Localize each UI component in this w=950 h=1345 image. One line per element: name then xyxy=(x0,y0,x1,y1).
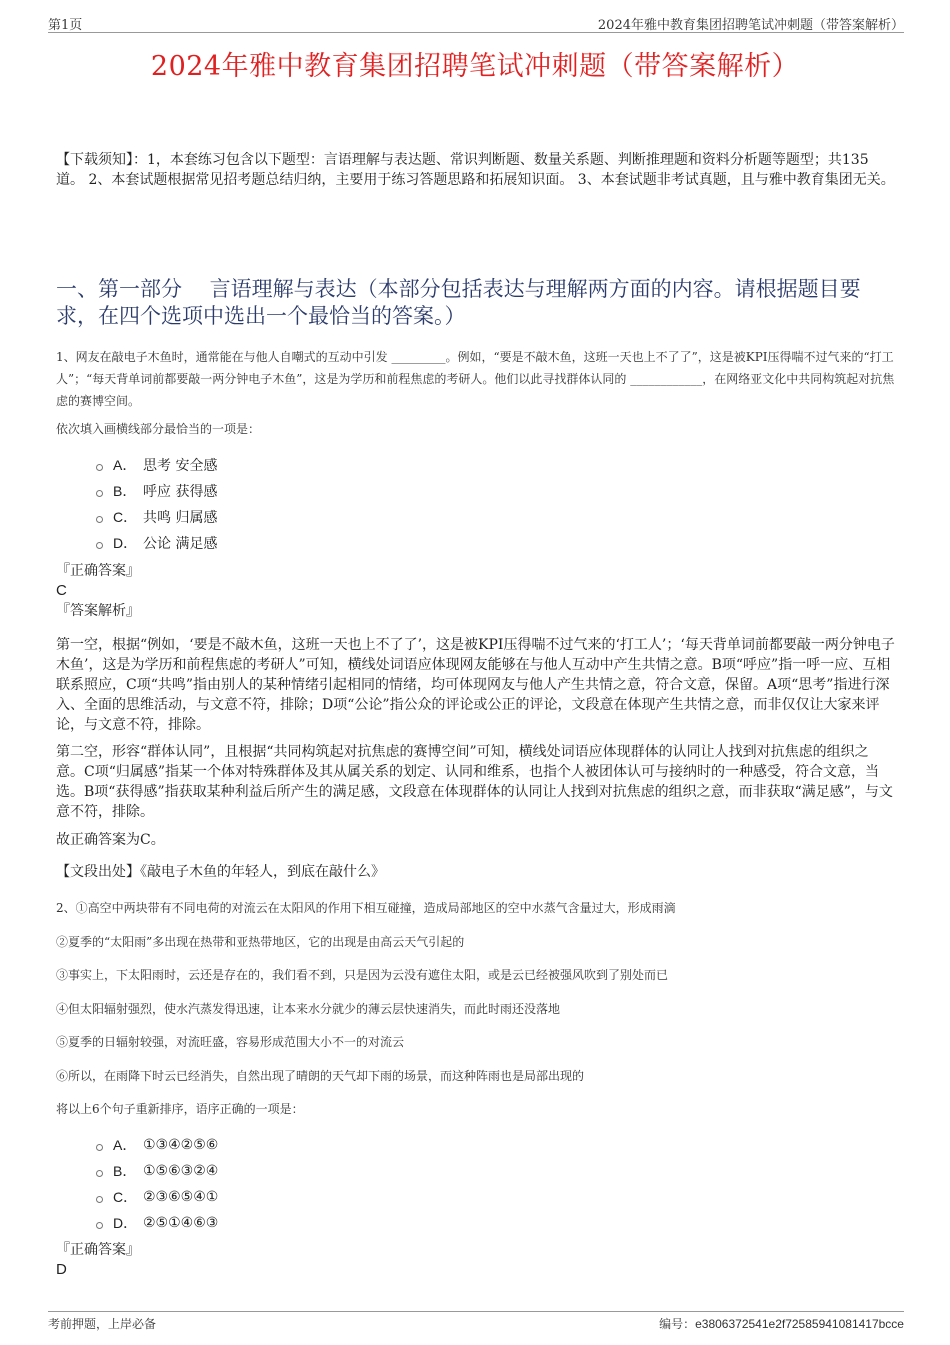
analysis-label: 『答案解析』 xyxy=(56,603,140,619)
radio-icon[interactable] xyxy=(96,542,103,549)
footer-serial: 编号：e3806372541e2f72585941081417bcce xyxy=(659,1317,904,1331)
option-d[interactable]: D． ②⑤①④⑥③ xyxy=(96,1210,218,1236)
radio-icon[interactable] xyxy=(96,516,103,523)
answer-label: 『正确答案』 xyxy=(56,1242,140,1258)
question-2-sentences xyxy=(56,898,896,1133)
question-2-options xyxy=(96,1132,218,1236)
radio-icon[interactable] xyxy=(96,1222,103,1229)
radio-icon[interactable] xyxy=(96,1144,103,1151)
answer-value: D xyxy=(56,1261,67,1278)
option-a[interactable]: A． 思考 安全感 xyxy=(96,452,217,478)
option-b[interactable]: B． 呼应 获得感 xyxy=(96,478,217,504)
passage-source: 【文段出处】《敲电子木鱼的年轻人，到底在敲什么》 xyxy=(56,864,385,880)
option-c[interactable]: C． ②③⑥⑤④① xyxy=(96,1184,218,1210)
analysis-paragraph-1: 第一空，根据“例如，‘要是不敲木鱼，这班一天也上不了了’，这是被KPI压得喘不过气来的‘打工人’；‘每天背单词前都要敲一两分钟电子木鱼’，这是为学历和前程焦虑的考研人”可知，横线处词语应体现网友能够在与他人互动中产生共情之意。B项“呼应”指一呼一应、互相联系照应，C项“共鸣”指由别人的某种情绪引起相同的情绪，均可体现网友与他人产生共情之意，符合文意，保留。A项“思考”指进行深入、全面的思维活动，与文意不符，排除；D项“公论”指公众的评论或公正的评论，文段意在体现产生共情之意，而非仅仅让大家来评论，与文意不符，排除。 xyxy=(56,637,895,733)
radio-icon[interactable] xyxy=(96,1196,103,1203)
analysis-paragraph-2: 第二空，形容“群体认同”，且根据“共同构筑起对抗焦虑的赛博空间”可知，横线处词语应体现群体的认同让人找到对抗焦虑的组织之意。C项“归属感”指某一个体对特殊群体及其从属关系的划定、认同和维系，也指个人被团体认可与接纳时的一种感受，符合文意，当选。B项“获得感”指获取某种利益后所产生的满足感，文段意在体现群体的认同让人找到对抗焦虑的组织之意，而非获取“满足感”，与文意不符，排除。 xyxy=(56,744,893,820)
section-title: 一、第一部分 言语理解与表达（本部分包括表达与理解两方面的内容。请根据题目要求，在四个选项中选出一个最恰当的答案。） xyxy=(56,277,861,328)
page-number: 第1页 xyxy=(48,18,83,33)
download-notice: 【下载须知】：1，本套练习包含以下题型：言语理解与表达题、常识判断题、数量关系题、判断推理题和资料分析题等题型；共135道。 2、本套试题根据常见招考题总结归纳，主要用于练习答题思路和拓展知识面。 3、本套试题非考试真题，且与雅中教育集团无关。 xyxy=(56,152,895,188)
sentence-item: ④但太阳辐射强烈，使水汽蒸发得迅速，让本来水分就少的薄云层快速消失，而此时雨还没落地 xyxy=(56,1001,561,1016)
question-1-stem: 1、网友在敲电子木鱼时，通常能在与他人自嘲式的互动中引发 _________。例如，“要是不敲木鱼，这班一天也上不了了”，这是被KPI压得喘不过气来的“打工人”；“每天背单词前都要敲一两分钟电子木鱼”，这是为学历和前程焦虑的考研人。他们以此寻找群体认同的 ____________，在网络亚文化中共同构筑起对抗焦虑的赛博空间。 xyxy=(56,350,895,408)
question-2-instruction: 将以上6个句子重新排序，语序正确的一项是： xyxy=(56,1102,304,1116)
sentence-item: ③事实上，下太阳雨时，云还是存在的，我们看不到，只是因为云没有遮住太阳，或是云已经被强风吹到了别处而已 xyxy=(56,968,669,982)
answer-value: C xyxy=(56,582,67,599)
analysis-conclusion: 故正确答案为C。 xyxy=(56,832,165,848)
footer-slogan: 考前押题，上岸必备 xyxy=(48,1317,157,1331)
radio-icon[interactable] xyxy=(96,1170,103,1177)
question-1-options xyxy=(96,452,217,556)
sentence-item: ⑤夏季的日辐射较强，对流旺盛，容易形成范围大小不一的对流云 xyxy=(56,1035,405,1049)
option-b[interactable]: B． ①⑤⑥③②④ xyxy=(96,1158,218,1184)
page-header xyxy=(48,12,904,33)
answer-label: 『正确答案』 xyxy=(56,563,140,579)
question-1-instruction: 依次填入画横线部分最恰当的一项是： xyxy=(56,422,261,436)
document-title: 2024年雅中教育集团招聘笔试冲刺题（带答案解析） xyxy=(150,51,800,82)
sentence-item: 2、①高空中两块带有不同电荷的对流云在太阳风的作用下相互碰撞，造成局部地区的空中水蒸气含量过大，形成雨滴 xyxy=(56,901,676,915)
page-footer xyxy=(48,1311,904,1338)
sentence-item: ⑥所以，在雨降下时云已经消失，自然出现了晴朗的天气却下雨的场景，而这种阵雨也是局部出现的 xyxy=(56,1068,585,1083)
sentence-item: ②夏季的“太阳雨”多出现在热带和亚热带地区，它的出现是由高云天气引起的 xyxy=(56,934,465,949)
option-d[interactable]: D． 公论 满足感 xyxy=(96,530,217,556)
radio-icon[interactable] xyxy=(96,490,103,497)
radio-icon[interactable] xyxy=(96,464,103,471)
question-2-answer-block xyxy=(56,1240,140,1280)
option-a[interactable]: A． ①③④②⑤⑥ xyxy=(96,1132,218,1158)
header-doc-title: 2024年雅中教育集团招聘笔试冲刺题（带答案解析） xyxy=(597,18,904,33)
question-1-answer-block xyxy=(56,561,140,621)
option-c[interactable]: C． 共鸣 归属感 xyxy=(96,504,217,530)
